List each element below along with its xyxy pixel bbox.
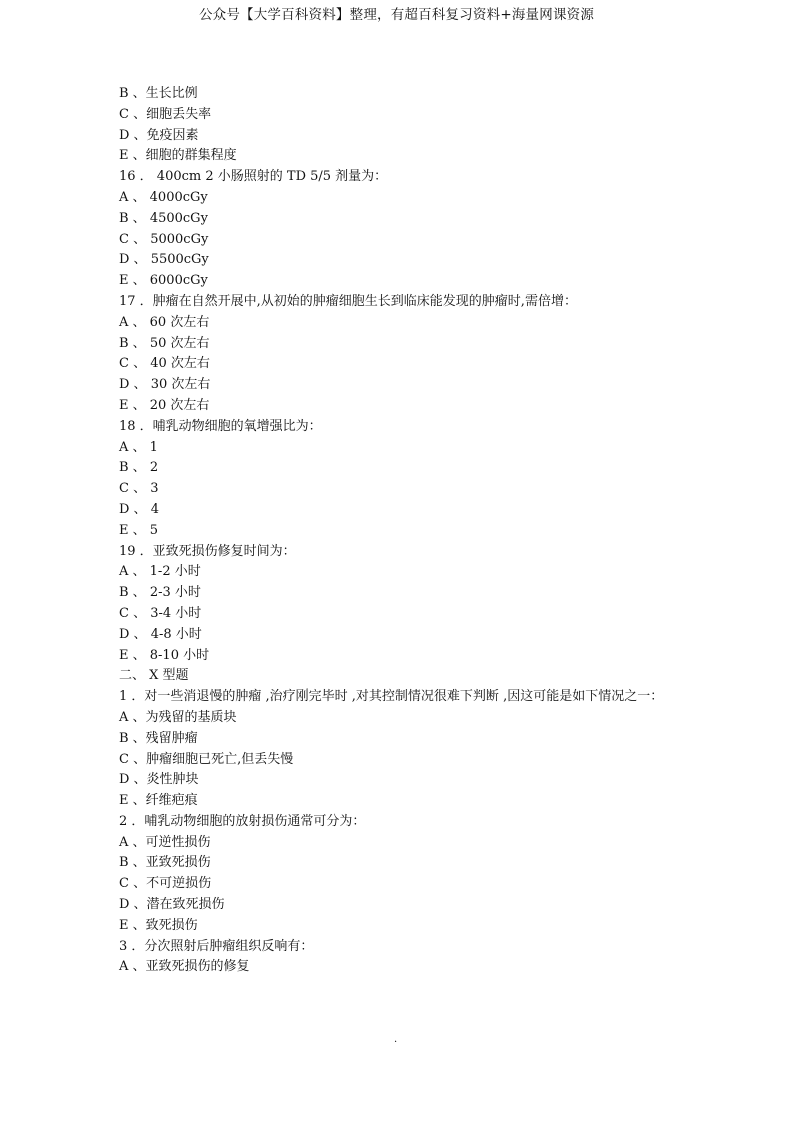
option-line: B 、残留肿瘤 xyxy=(119,730,198,746)
option-line: A 、 4000cGy xyxy=(119,189,208,205)
option-line: B 、生长比例 xyxy=(119,86,198,101)
option-line: E 、致死损伤 xyxy=(119,917,198,933)
page-footer-mark: . xyxy=(394,1034,398,1045)
option-line: E 、 6000cGy xyxy=(119,273,208,289)
option-line: E 、 20 次左右 xyxy=(119,397,210,413)
option-line: E 、细胞的群集程度 xyxy=(119,148,237,164)
option-line: C 、 3 xyxy=(119,481,159,497)
option-line: C 、不可逆损伤 xyxy=(119,876,212,892)
option-line: A 、可逆性损伤 xyxy=(119,834,211,850)
option-line: B 、亚致死损伤 xyxy=(119,855,211,871)
option-line: B 、 2 xyxy=(119,460,159,476)
option-line: C 、肿瘤细胞已死亡,但丢失慢 xyxy=(119,751,294,767)
question-17: 17 ．肿瘤在自然开展中,从初始的肿瘤细胞生长到临床能发现的肿瘤时,需倍增： xyxy=(119,293,577,309)
option-line: C 、细胞丢失率 xyxy=(119,106,212,122)
option-line: D 、 30 次左右 xyxy=(119,377,211,393)
option-line: A 、 1 xyxy=(119,439,158,455)
question-18: 18 ．哺乳动物细胞的氧增强比为： xyxy=(119,418,322,434)
option-line: A 、 60 次左右 xyxy=(119,314,210,330)
question-19: 19 ．亚致死损伤修复时间为： xyxy=(119,543,296,559)
option-line: E 、 8-10 小时 xyxy=(119,647,210,663)
document-body xyxy=(119,84,679,978)
option-line: A 、为残留的基质块 xyxy=(119,709,237,725)
option-line: B 、 50 次左右 xyxy=(119,335,210,351)
option-line: D 、潜在致死损伤 xyxy=(119,897,225,913)
option-line: D 、炎性肿块 xyxy=(119,772,199,788)
question-x1: 1 ．对一些消退慢的肿瘤 ,治疗刚完毕时 ,对其控制情况很难下判断 ,因这可能是如下情况之一： xyxy=(119,689,664,705)
option-line: B 、 2-3 小时 xyxy=(119,585,201,601)
question-16: 16 ． 400cm 2 小肠照射的 TD 5/5 剂量为： xyxy=(119,169,388,185)
option-line: A 、 1-2 小时 xyxy=(119,564,201,580)
option-line: E 、纤维疤痕 xyxy=(119,793,198,809)
option-line: B 、 4500cGy xyxy=(119,210,208,226)
option-line: D 、免疫因素 xyxy=(119,127,199,143)
page-header: 公众号【大学百科资料】整理，有超百科复习资料+海量网课资源 xyxy=(198,7,595,23)
option-line: C 、 5000cGy xyxy=(119,231,209,247)
question-x2: 2 ．哺乳动物细胞的放射损伤通常可分为： xyxy=(119,813,366,829)
option-line: C 、 40 次左右 xyxy=(119,356,210,372)
question-x3: 3 ．分次照射后肿瘤组织反响有： xyxy=(119,938,314,954)
option-line: A 、亚致死损伤的修复 xyxy=(119,959,250,975)
option-line: E 、 5 xyxy=(119,522,159,538)
option-line: C 、 3-4 小时 xyxy=(119,605,202,621)
option-line: D 、 4-8 小时 xyxy=(119,626,202,642)
option-line: D 、 4 xyxy=(119,501,159,517)
option-line: D 、 5500cGy xyxy=(119,252,209,268)
section-heading: 二、 X 型题 xyxy=(119,668,189,684)
